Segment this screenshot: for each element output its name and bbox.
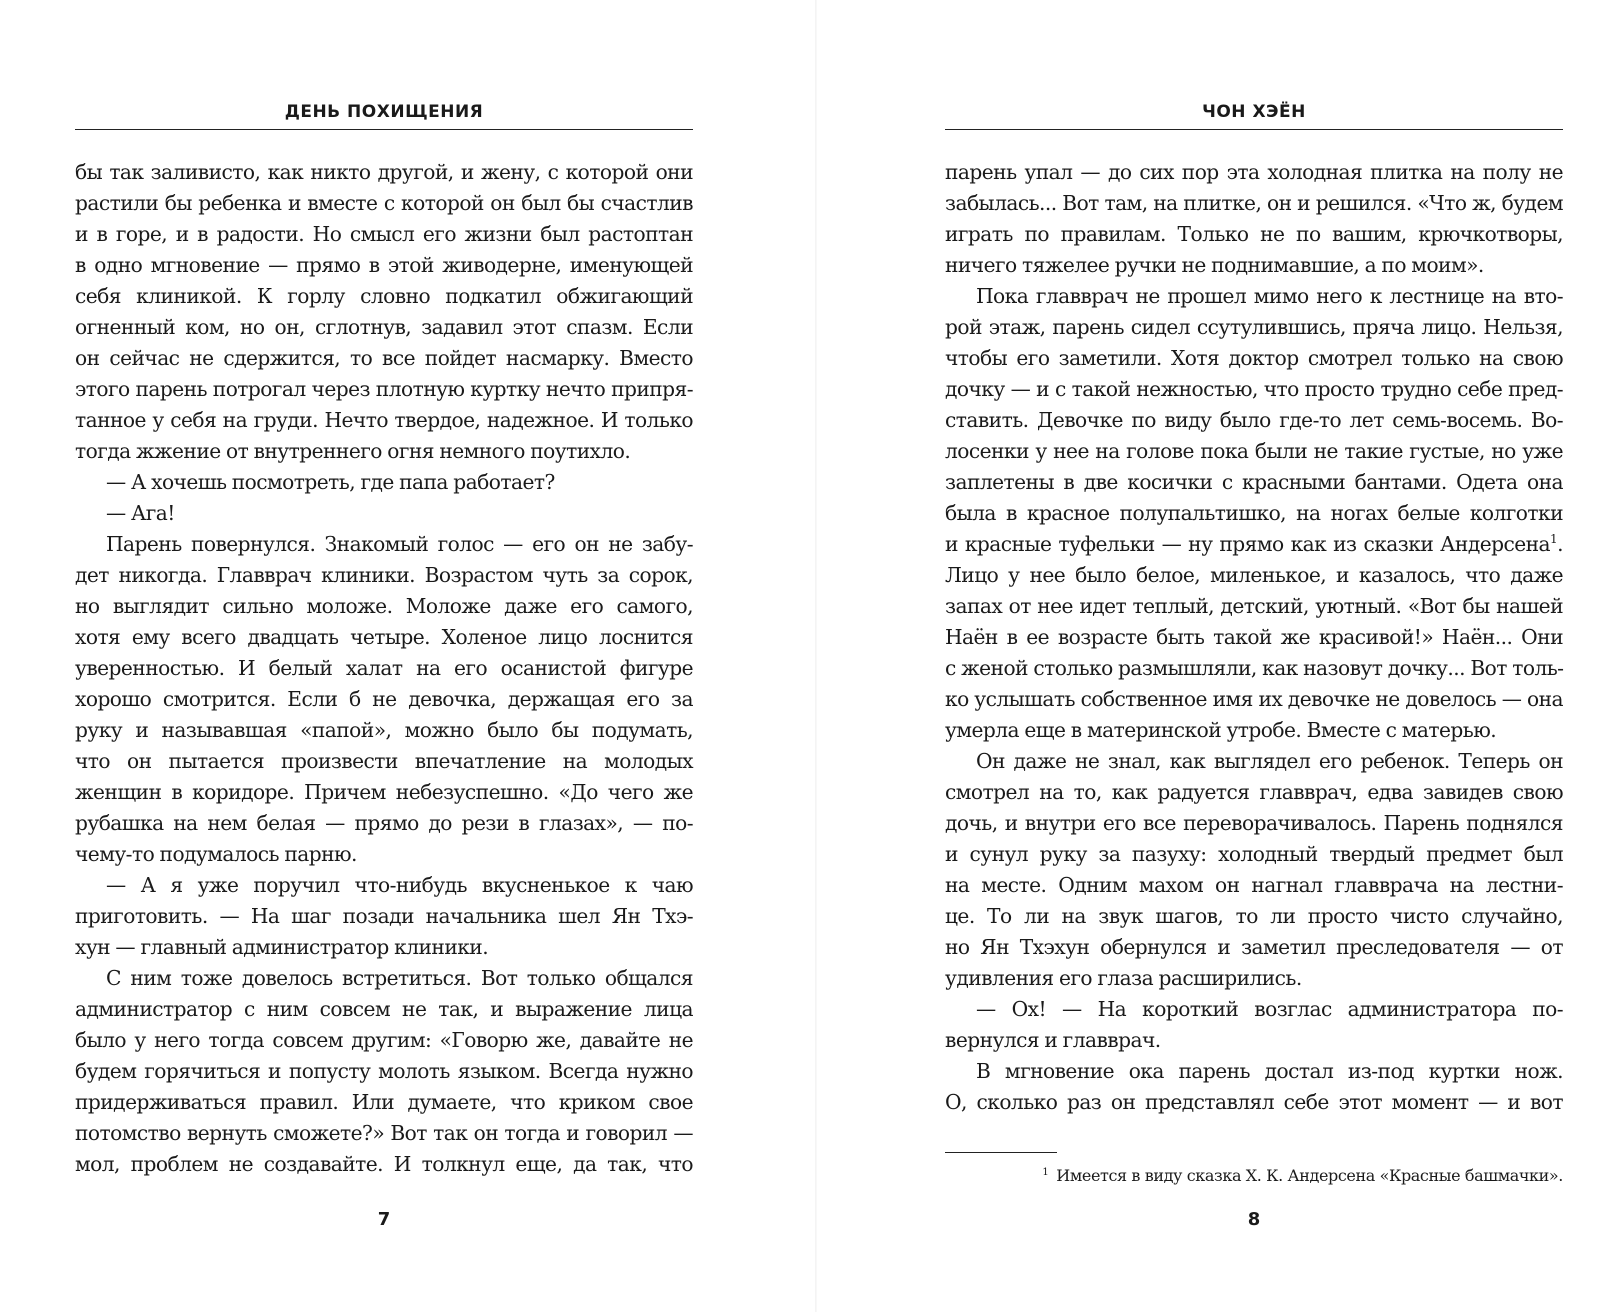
text-line: рубашка на нем белая — прямо до рези в глазах», — по- [75,811,693,835]
dialogue-line: — Ага! [106,501,175,525]
text-line: на месте. Одним махом он нагнал главврача на лестни- [945,873,1563,897]
text-line: этого парень потрогал через плотную куртку нечто припря- [75,377,693,401]
text-line: рой этаж, парень сидел ссутулившись, пряча лицо. Нельзя, [945,315,1563,339]
text-line: бы так заливисто, как никто другой, и жену, с которой они [75,160,693,184]
text-line: огненный ком, но он, сглотнув, задавил этот спазм. Если [75,315,693,339]
text-line: уверенностью. И белый халат на его осанистой фигуре [75,656,693,680]
text-line: себя клиникой. К горлу словно подкатил обжигающий [75,284,693,308]
paragraph-first-line: Парень повернулся. Знакомый голос — его он не забу- [106,532,693,556]
footnote-reference-marker[interactable]: 1 [1550,532,1558,546]
paragraph-first-line: В мгновение ока парень достал из-под куртки нож. [976,1059,1563,1083]
footnote [945,1160,1563,1189]
text-line: была в красное полупальтишко, на ногах белые колготки [945,501,1563,525]
text-line: заплетены в две косички с красными бантами. Одета она [945,470,1563,494]
text-line: но Ян Тхэхун обернулся и заметил преследователя — от [945,935,1563,959]
text-line: администратор с ним совсем не так, и выражение лица [75,997,693,1021]
right-running-head: ЧОН ХЭЁН [1202,102,1306,122]
footnote-reference-line-text: и красные туфельки — ну прямо как из сказки Андерсена [945,532,1551,556]
text-line: придерживаться правил. Или думаете, что криком свое [75,1090,693,1114]
dialogue-line: — Ох! — На короткий возглас администратора по- [976,997,1563,1021]
text-line: дет никогда. Главврач клиники. Возрастом чуть за сорок, [75,563,693,587]
text-line: мол, проблем не создавайте. И толкнул еще, да так, что [75,1152,693,1176]
text-line: хун — главный администратор клиники. [75,935,489,959]
right-page [945,0,1563,1312]
text-line: женщин в коридоре. Причем небезуспешно. «До чего же [75,780,693,804]
text-line: тогда жжение от внутреннего огня немного поутихло. [75,439,631,463]
text-line: забылась... Вот там, на плитке, он и решился. «Что ж, будем [945,191,1563,215]
text-line: играть по правилам. Только не по вашим, крючкотворы, [945,222,1563,246]
text-line: и сунул руку за пазуху: холодный твердый предмет был [945,842,1563,866]
text-line: ставить. Девочке по виду было где-то лет семь-восемь. Во- [945,408,1563,432]
text-line: приготовить. — На шаг позади начальника шел Ян Тхэ- [75,904,693,928]
text-line: но выглядит сильно моложе. Моложе даже его самого, [75,594,693,618]
text-line: чтобы его заметили. Хотя доктор смотрел только на свою [945,346,1563,370]
text-line: растили бы ребенка и вместе с которой он был бы счастлив [75,191,693,215]
text-line: парень упал — до сих пор эта холодная плитка на полу не [945,160,1563,184]
text-line: це. То ли на звук шагов, то ли просто чисто случайно, [945,904,1563,928]
left-page-number: 7 [377,1209,391,1230]
text-line: О, сколько раз он представлял себе этот момент — и вот [945,1090,1563,1114]
right-head-rule [945,129,1563,130]
paragraph-first-line: С ним тоже довелось встретиться. Вот только общался [106,966,693,990]
book-gutter [815,0,817,1312]
text-line: запах от нее идет теплый, детский, уютный. «Вот бы нашей [945,594,1563,618]
left-running-head: ДЕНЬ ПОХИЩЕНИЯ [284,102,484,122]
text-line: Лицо у нее было белое, миленькое, и казалось, что даже [945,563,1563,587]
text-line: дочь, и внутри его все переворачивалось. Парень поднялся [945,811,1563,835]
dialogue-line: — А я уже поручил что-нибудь вкусненькое к чаю [106,873,693,897]
left-page [75,0,693,1312]
text-line: дочку — и с такой нежностью, что просто трудно себе пред- [945,377,1563,401]
footnote-rule [945,1152,1057,1153]
footnote-reference-line-tail: . [1557,532,1563,556]
text-line: хотя ему всего двадцать четыре. Холеное лицо лоснится [75,625,693,649]
text-line: что он пытается произвести впечатление на молодых [75,749,693,773]
paragraph-first-line: Пока главврач не прошел мимо него к лестнице на вто- [976,284,1563,308]
text-line: ко услышать собственное имя их девочке не довелось — она [945,687,1563,711]
text-line: с женой столько размышляли, как назовут дочку... Вот толь- [945,656,1564,680]
left-body-text [75,157,693,1180]
right-body-text [945,157,1563,1118]
text-line: лосенки у нее на голове пока были не такие густые, но уже [945,439,1563,463]
footnote-reference-line [945,529,1563,560]
text-line: потомство вернуть сможете?» Вот так он тогда и говорил — [75,1121,693,1145]
text-line: Наён в ее возрасте быть такой же красивой!» Наён... Они [945,625,1563,649]
text-line: смотрел на то, как радуется главврач, едва завидев свою [945,780,1563,804]
footnote-marker: 1 [1042,1167,1049,1178]
text-line: было у него тогда совсем другим: «Говорю же, давайте не [75,1028,693,1052]
text-line: чему-то подумалось парню. [75,842,357,866]
text-line: вернулся и главврач. [945,1028,1161,1052]
left-head-rule [75,129,693,130]
text-line: руку и называвшая «папой», можно было бы подумать, [75,718,693,742]
right-page-number: 8 [1247,1209,1261,1230]
dialogue-line: — А хочешь посмотреть, где папа работает? [106,470,555,494]
text-line: и в горе, и в радости. Но смысл его жизни был растоптан [75,222,693,246]
paragraph-first-line: Он даже не знал, как выглядел его ребенок. Теперь он [976,749,1563,773]
text-line: хорошо смотрится. Если б не девочка, держащая его за [75,687,693,711]
text-line: удивления его глаза расширились. [945,966,1302,990]
text-line: ничего тяжелее ручки не поднимавшие, а по моим». [945,253,1484,277]
text-line: он сейчас не сдержится, то все пойдет насмарку. Вместо [75,346,693,370]
footnote-text: Имеется в виду сказка Х. К. Андерсена «Красные башмачки». [1056,1166,1563,1185]
text-line: в одно мгновение — прямо в этой живодерне, именующей [75,253,693,277]
text-line: будем горячиться и попусту молоть языком. Всегда нужно [75,1059,693,1083]
text-line: умерла еще в материнской утробе. Вместе с матерью. [945,718,1497,742]
text-line: танное у себя на груди. Нечто твердое, надежное. И только [75,408,693,432]
